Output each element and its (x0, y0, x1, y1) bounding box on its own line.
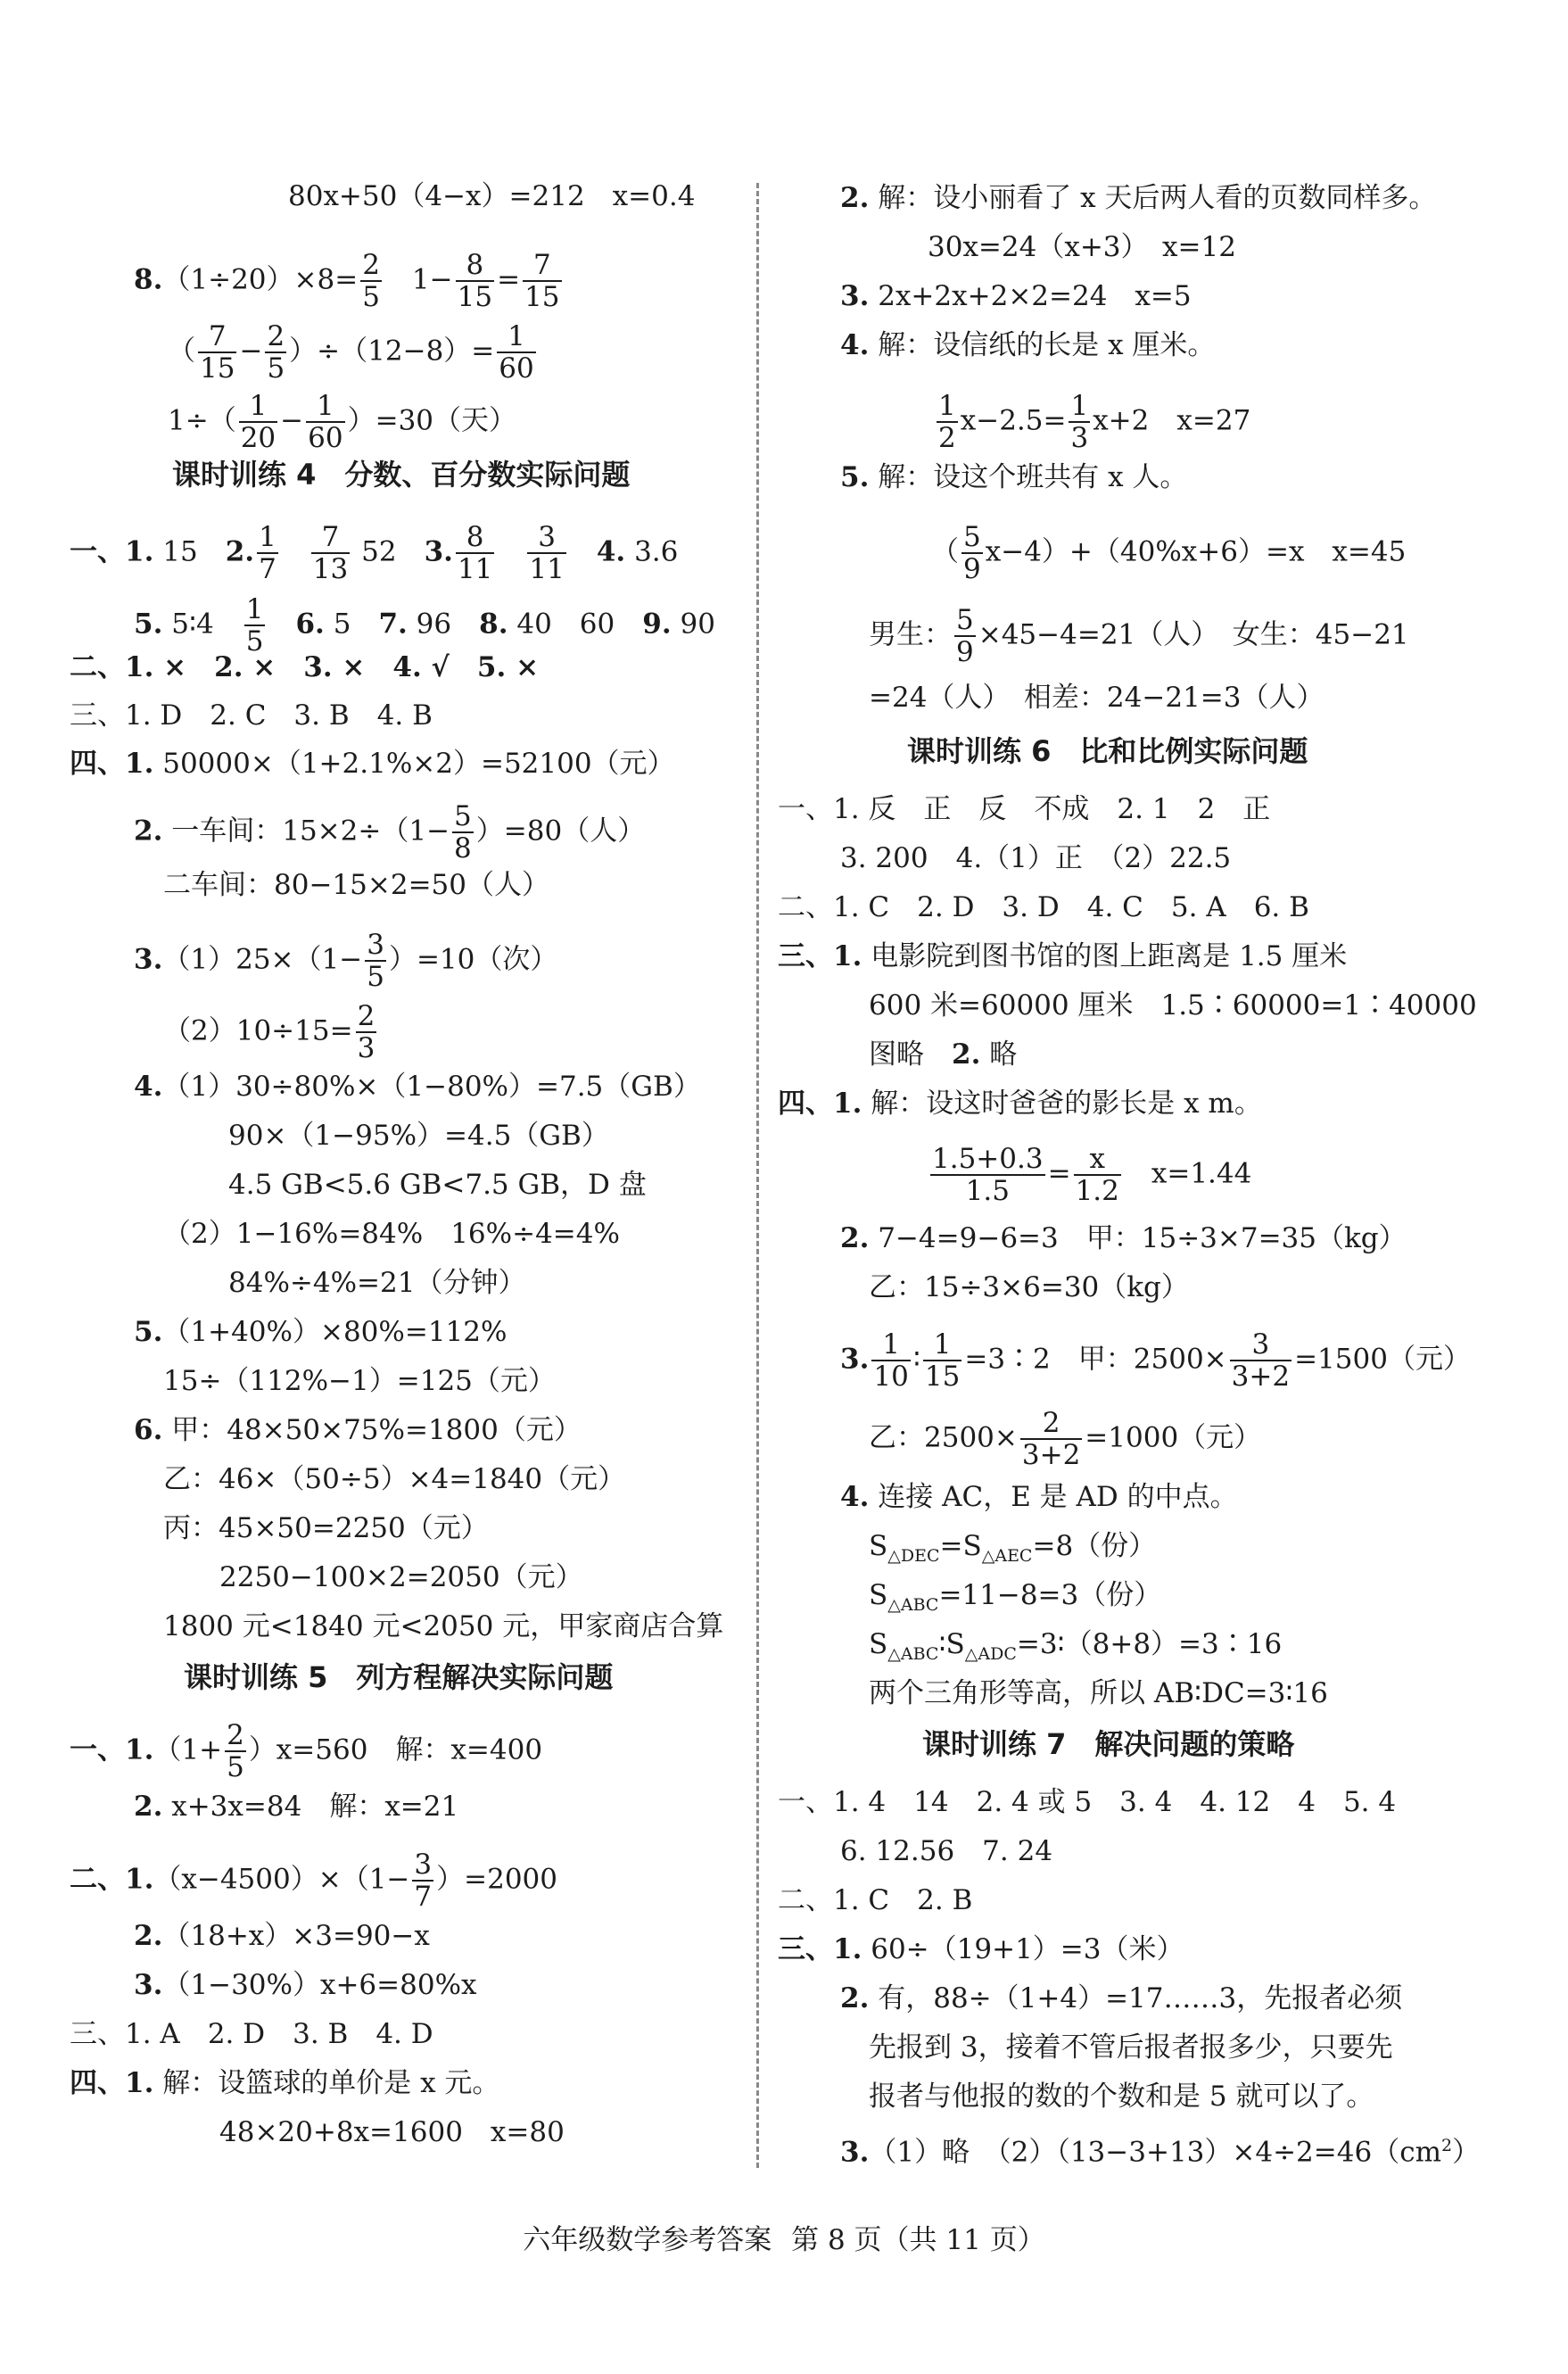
answer-line (288, 178, 695, 214)
answer-text: ）=30（天） (347, 404, 517, 437)
answer-line: 5. 解：设这个班共有 x 人。 (840, 461, 1188, 493)
answer-line: 3. 200 4.（1）正 （2）22.5 (840, 842, 1232, 874)
answer-line: 5. 5∶4 $\frac{1}{5}$ 6. 5 7. 96 8. 40 60 9. 90 (134, 593, 715, 658)
fraction: $\frac{1}{2}$ (938, 390, 956, 454)
column-divider (756, 183, 759, 2168)
answer-line: 丙：45×50=2250（元） (163, 1512, 489, 1544)
fraction: $\frac{1}{5}$ (245, 593, 264, 658)
fraction: $\frac{3}{3+2}$ (1231, 1328, 1291, 1393)
fraction: $\frac{1}{60}$ (499, 320, 534, 385)
answer-line: 四、1. 解：设篮球的单价是 x 元。 (70, 2067, 500, 2099)
answer-line: 4.（1）30÷80%×（1−80%）=7.5（GB） (134, 1071, 701, 1103)
fraction: $\frac{8}{11}$ (457, 521, 493, 585)
answer-line: 2. 7−4=9−6=3 甲：15÷3×7=35（kg） (840, 1222, 1407, 1254)
fraction: $\frac{2}{5}$ (267, 320, 285, 385)
footer-title: 六年级数学参考答案 (523, 2224, 772, 2256)
answer-line: 四、1. 50000×（1+2.1%×2）=52100（元） (70, 748, 675, 780)
section-heading: 课时训练 4 分数、百分数实际问题 (172, 458, 631, 492)
answer-line: 一、1. 4 14 2. 4 或 5 3. 4 4. 12 4 5. 4 (778, 1786, 1397, 1818)
fraction: $\frac{2}{5}$ (362, 249, 380, 313)
fraction: $\frac{1}{3}$ (1070, 390, 1089, 454)
answer-line: 3. $\frac{1}{10}$ ∶ $\frac{1}{15}$ =3∶2 甲：2500× $\frac{3}{3+2}$ =1500（元） (840, 1328, 1471, 1393)
answer-line: 4.5 GB<5.6 GB<7.5 GB，D 盘 (228, 1169, 647, 1201)
fraction: $\frac{8}{15}$ (457, 249, 493, 313)
answer-line: $\frac{1.5+0.3}{1.5}$ = $\frac{x}{1.2}$ x=1.44 (932, 1143, 1252, 1207)
answer-line: 84%÷4%=21（分钟） (228, 1267, 526, 1299)
answer-line: 1800 元<1840 元<2050 元，甲家商店合算 (163, 1610, 724, 1642)
section-heading: 课时训练 5 列方程解决实际问题 (184, 1660, 614, 1694)
answer-text: 80x+50（4−x）=212 x=0.4 (288, 180, 696, 212)
fraction: $\frac{7}{15}$ (200, 320, 235, 385)
answer-line: $S_{\triangle ABC}=11-8=3$（份） (869, 1579, 1162, 1616)
answer-line: 8.（1÷20）×8= $\frac{2}{5}$ 1− $\frac{8}{15}$ = $\frac{7}{15}$ (134, 249, 560, 313)
answer-line: （ $\frac{7}{15}$ − $\frac{2}{5}$ ）÷（12−8）= $\frac{1}{60}$ (168, 320, 534, 385)
answer-line: 一、1. 反 正 反 不成 2. 1 2 正 (778, 793, 1271, 825)
fraction: $\frac{7}{15}$ (524, 249, 560, 313)
fraction: $\frac{3}{7}$ (414, 1849, 433, 1913)
fraction: $\frac{x}{1.2}$ (1075, 1143, 1119, 1207)
answer-line: 男生： $\frac{5}{9}$ ×45−4=21（人） 女生：45−21 (869, 604, 1409, 668)
fraction: $\frac{3}{11}$ (529, 521, 565, 585)
fraction: $\frac{1}{20}$ (240, 390, 276, 454)
answer-line: 2. x+3x=84 解：x=21 (134, 1791, 459, 1823)
answer-line: 两个三角形等高，所以 AB∶DC=3∶16 (869, 1677, 1328, 1709)
answer-line: 6. 甲：48×50×75%=1800（元） (134, 1414, 582, 1446)
answer-line: 三、1. D 2. C 3. B 4. B (70, 699, 433, 732)
answer-line: 乙：46×（50÷5）×4=1840（元） (163, 1463, 626, 1495)
answer-line: 二、1. C 2. B (778, 1884, 973, 1916)
answer-text: 1− (384, 263, 453, 296)
fraction: $\frac{1}{60}$ (308, 390, 343, 454)
answer-line: 图略 2. 略 (869, 1038, 1018, 1071)
answer-line: 三、1. 60÷（19+1）=3（米） (778, 1933, 1184, 1965)
answer-line: 600 米=60000 厘米 1.5∶60000=1∶40000 (869, 989, 1477, 1022)
fraction: $\frac{2}{3+2}$ (1021, 1407, 1081, 1471)
answer-line: 二车间：80−15×2=50（人） (163, 869, 549, 901)
fraction: $\frac{1}{15}$ (924, 1328, 961, 1393)
answer-line: 二、1.（x−4500）×（1− $\frac{3}{7}$ ）=2000 (70, 1849, 558, 1913)
answer-line: 2. 一车间：15×2÷（1− $\frac{5}{8}$ ）=80（人） (134, 800, 646, 864)
answer-line: 3.（1）略 $(2)(13-3+13)\times 4\div 2=46(cm^2)$ (840, 2136, 1481, 2169)
answer-line: 2. 解：设小丽看了 x 天后两人看的页数同样多。 (840, 182, 1437, 214)
answer-line: 30x=24（x+3） x=12 (928, 231, 1236, 263)
section-heading: 课时训练 7 解决问题的策略 (922, 1727, 1295, 1761)
fraction: $\frac{5}{9}$ (956, 604, 974, 668)
page-footer (0, 2217, 1568, 2257)
answer-line: 2. 有，88÷（1+4）=17……3，先报者必须 (840, 1982, 1403, 2014)
answer-line: 二、1. C 2. D 3. D 4. C 5. A 6. B (778, 891, 1309, 923)
fraction: $\frac{1}{10}$ (873, 1328, 909, 1393)
answer-line: 乙：15÷3×6=30（kg） (869, 1271, 1189, 1303)
fraction: $\frac{7}{13}$ (312, 521, 349, 585)
answer-line: 一、1. 15 2. $\frac{1}{7}$ $\frac{7}{13}$ 52 3. $\frac{8}{11}$ $\frac{3}{11}$ 4. 3.6 (70, 521, 679, 585)
fraction: $\frac{2}{5}$ (227, 1719, 244, 1783)
item-number: 8. (134, 263, 163, 296)
answer-line: 3.（1−30%）x+6=80%x (134, 1969, 477, 2001)
answer-line: 四、1. 解：设这时爸爸的影长是 x m。 (778, 1088, 1262, 1120)
answer-line: 1÷（ $\frac{1}{20}$ − $\frac{1}{60}$ ）=30（天） (168, 390, 517, 454)
fraction: $\frac{1.5+0.3}{1.5}$ (932, 1143, 1044, 1207)
answer-line: $\frac{1}{2}$ x−2.5= $\frac{1}{3}$ x+2 x=27 (938, 390, 1251, 454)
answer-line: （2）10÷15= $\frac{2}{3}$ (163, 1000, 375, 1064)
footer-page-number: 第 8 页（共 11 页） (791, 2224, 1045, 2256)
fraction: $\frac{5}{9}$ (963, 521, 981, 585)
answer-line: 先报到 3，接着不管后报者报多少，只要先 (869, 2031, 1393, 2064)
answer-line: 三、1. 电影院到图书馆的图上距离是 1.5 厘米 (778, 940, 1348, 972)
answer-line: 5.（1+40%）×80%=112% (134, 1316, 508, 1348)
answer-line: 二、1. × 2. × 3. × 4. √ 5. × (70, 651, 540, 683)
answer-line: 6. 12.56 7. 24 (840, 1835, 1053, 1867)
section-heading: 课时训练 6 比和比例实际问题 (907, 734, 1308, 768)
answer-line: =24（人） 相差：24−21=3（人） (869, 682, 1325, 714)
answer-line: 90×（1−95%）=4.5（GB） (228, 1120, 609, 1152)
answer-text: （1÷20）×8= (162, 263, 359, 296)
answer-line: 4. 连接 AC，E 是 AD 的中点。 (840, 1481, 1238, 1513)
fraction: $\frac{2}{3}$ (357, 1000, 375, 1064)
fraction: $\frac{1}{7}$ (259, 521, 276, 585)
answer-text: ）÷（12−8）= (289, 335, 495, 368)
answer-line: 4. 解：设信纸的长是 x 厘米。 (840, 329, 1216, 361)
answer-line: 报者与他报的数的个数和是 5 就可以了。 (869, 2080, 1374, 2113)
answer-line: 3.（1）25×（1− $\frac{3}{5}$ ）=10（次） (134, 929, 558, 993)
answer-line: $S_{\triangle ABC}∶S_{\triangle ADC}=3∶(8+8)=3∶16$ (869, 1628, 1283, 1665)
answer-line: （ $\frac{5}{9}$ x−4）+（40%x+6）=x x=45 (931, 521, 1407, 585)
answer-line: 2250−100×2=2050（元） (219, 1561, 583, 1593)
answer-line: 15÷（112%−1）=125（元） (163, 1365, 556, 1397)
answer-line: （2）1−16%=84% 16%÷4=4% (163, 1218, 620, 1250)
fraction: $\frac{3}{5}$ (367, 929, 384, 993)
answer-line: 48×20+8x=1600 x=80 (219, 2116, 565, 2148)
answer-line: 乙：2500× $\frac{2}{3+2}$ =1000（元） (869, 1407, 1262, 1471)
answer-line: 一、1.（1+ $\frac{2}{5}$ ）x=560 解：x=400 (70, 1719, 543, 1783)
answer-line: 2.（18+x）×3=90−x (134, 1920, 430, 1952)
answer-line: $S_{\triangle DEC}=S_{\triangle AEC}=8$（份） (869, 1530, 1157, 1567)
fraction: $\frac{5}{8}$ (454, 800, 472, 864)
answer-line: 3. 2x+2x+2×2=24 x=5 (840, 280, 1192, 312)
item-number: 一、1. (70, 535, 154, 568)
answer-line: 三、1. A 2. D 3. B 4. D (70, 2018, 433, 2050)
